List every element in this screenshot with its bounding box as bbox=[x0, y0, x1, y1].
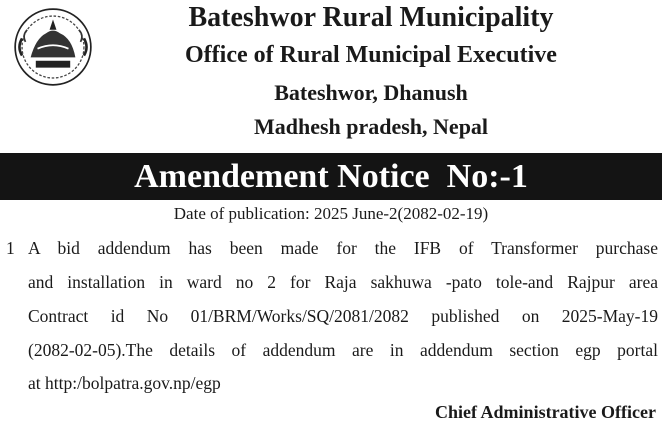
notice-body-line-1: A bid addendum has been made for the IFB of Transformer purchase bbox=[28, 238, 658, 258]
municipality-name: Bateshwor Rural Municipality bbox=[188, 2, 554, 33]
item-number: 1 bbox=[6, 238, 15, 258]
address-line-1: Bateshwor, Dhanush bbox=[274, 80, 468, 105]
notice-body-line-4: (2082-02-05).The details of addendum are in addendum section egp portal bbox=[28, 340, 658, 360]
office-name: Office of Rural Municipal Executive bbox=[185, 42, 557, 68]
notice-body-line-2: and installation in ward no 2 for Raja sakhuwa -pato tole-and Rajpur area bbox=[28, 272, 658, 292]
letterhead bbox=[0, 0, 662, 150]
address-line-2: Madhesh pradesh, Nepal bbox=[253, 114, 489, 139]
notice-body-line-3: Contract id No 01/BRM/Works/SQ/2081/2082 published on 2025-May-19 bbox=[28, 306, 658, 326]
signatory-title: Chief Administrative Officer bbox=[435, 402, 656, 422]
notice-title-banner: Amendement Notice No:-1 bbox=[0, 153, 662, 200]
publication-date: Date of publication: 2025 June-2(2082-02-19) bbox=[173, 204, 489, 223]
notice-body-line-5: at http:/bolpatra.gov.np/egp bbox=[28, 373, 221, 393]
